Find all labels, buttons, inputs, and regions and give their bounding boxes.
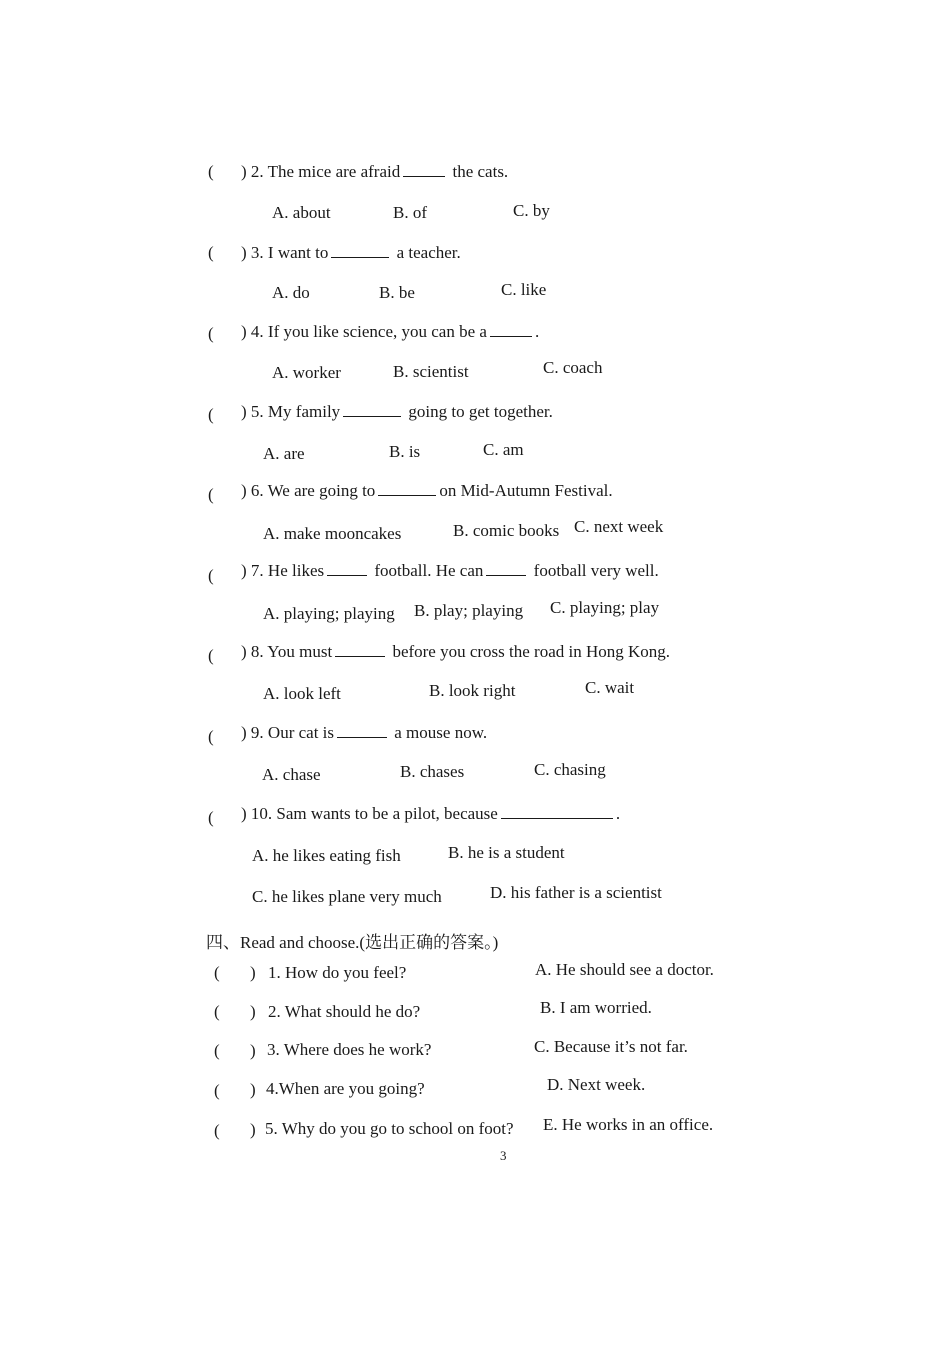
answer-paren[interactable]: ( <box>208 808 214 827</box>
answer-paren[interactable]: ( <box>214 1002 220 1021</box>
option-b: B. of <box>393 203 427 222</box>
question-text-end: a teacher. <box>396 243 461 262</box>
option-a: A. worker <box>272 363 341 382</box>
question-text: I want to <box>267 243 329 262</box>
option-b: B. is <box>389 442 421 461</box>
answer-paren[interactable]: ( <box>208 162 214 181</box>
question-text: My family <box>267 402 341 421</box>
option-b: B. chases <box>400 762 465 781</box>
question-text-end: going to get together. <box>408 402 553 421</box>
match-question-4: 4.When are you going? <box>266 1079 425 1098</box>
option-b: B. play; playing <box>414 601 524 620</box>
answer-paren-close: ) <box>250 963 256 982</box>
question-number: ) 7. <box>241 561 264 580</box>
answer-paren-close: ) <box>250 1041 256 1060</box>
option-b: B. look right <box>429 681 516 700</box>
question-number: ) 3. <box>241 243 264 262</box>
option-c: C. coach <box>543 358 603 377</box>
question-text: We are going to <box>267 481 376 500</box>
answer-paren[interactable]: ( <box>208 566 214 585</box>
answer-paren[interactable]: ( <box>214 1081 220 1100</box>
question-2 <box>241 162 508 182</box>
option-c: C. by <box>513 201 550 220</box>
answer-blank[interactable] <box>337 723 387 738</box>
answer-paren[interactable]: ( <box>214 1041 220 1060</box>
question-number: ) 9. <box>241 723 264 742</box>
match-question-3: 3. Where does he work? <box>267 1040 432 1059</box>
question-number: ) 2. <box>241 162 264 181</box>
answer-blank[interactable] <box>403 162 445 177</box>
answer-blank[interactable] <box>378 481 436 496</box>
answer-paren-close: ) <box>250 1120 256 1139</box>
answer-blank[interactable] <box>501 804 613 819</box>
question-text: If you like science, you can be a <box>267 322 487 341</box>
option-a: A. about <box>272 203 331 222</box>
match-answer-a: A. He should see a doctor. <box>535 960 714 979</box>
option-c: C. am <box>483 440 524 459</box>
question-7 <box>241 561 659 581</box>
option-b: B. comic books <box>453 521 560 540</box>
question-number: ) 10. <box>241 804 273 823</box>
answer-paren[interactable]: ( <box>208 727 214 746</box>
answer-blank[interactable] <box>343 402 401 417</box>
question-text-end: on Mid-Autumn Festival. <box>439 481 613 500</box>
match-answer-b: B. I am worried. <box>540 998 652 1017</box>
question-4 <box>241 322 539 342</box>
answer-paren[interactable]: ( <box>214 963 220 982</box>
answer-blank[interactable] <box>331 243 389 258</box>
option-a: A. do <box>272 283 310 302</box>
answer-blank-2[interactable] <box>486 561 526 576</box>
question-number: ) 6. <box>241 481 264 500</box>
question-text-end: football very well. <box>533 561 659 580</box>
question-10 <box>241 804 620 824</box>
question-text-mid: football. He can <box>374 561 484 580</box>
question-text: Sam wants to be a pilot, because <box>276 804 498 823</box>
question-text-end: the cats. <box>452 162 509 181</box>
match-answer-d: D. Next week. <box>547 1075 646 1094</box>
option-c: C. he likes plane very much <box>252 887 442 906</box>
match-question-2: 2. What should he do? <box>268 1002 421 1021</box>
question-5 <box>241 402 553 422</box>
question-3 <box>241 243 461 263</box>
option-b: B. scientist <box>393 362 469 381</box>
option-c: C. next week <box>574 517 664 536</box>
answer-paren[interactable]: ( <box>208 485 214 504</box>
question-text: The mice are afraid <box>267 162 401 181</box>
match-answer-e: E. He works in an office. <box>543 1115 714 1134</box>
question-9 <box>241 723 487 743</box>
answer-paren[interactable]: ( <box>208 646 214 665</box>
answer-paren-close: ) <box>250 1002 256 1021</box>
option-d: D. his father is a scientist <box>490 883 662 902</box>
answer-blank[interactable] <box>490 322 532 337</box>
question-text: You must <box>267 642 333 661</box>
section-title: 四、Read and choose.(选出正确的答案。) <box>206 933 499 952</box>
answer-paren[interactable]: ( <box>208 324 214 343</box>
option-a: A. are <box>263 444 305 463</box>
option-a: A. look left <box>263 684 341 703</box>
match-question-5: 5. Why do you go to school on foot? <box>265 1119 514 1138</box>
question-8 <box>241 642 670 662</box>
match-question-1: 1. How do you feel? <box>268 963 407 982</box>
option-c: C. playing; play <box>550 598 660 617</box>
option-a: A. make mooncakes <box>263 524 402 543</box>
question-text-end: . <box>534 322 540 341</box>
question-text-end: a mouse now. <box>394 723 488 742</box>
option-c: C. like <box>501 280 547 299</box>
question-text: He likes <box>267 561 325 580</box>
option-a: A. playing; playing <box>263 604 395 623</box>
question-number: ) 4. <box>241 322 264 341</box>
option-b: B. he is a student <box>448 843 565 862</box>
option-a: A. chase <box>262 765 321 784</box>
page-number: 3 <box>500 1148 507 1163</box>
answer-blank[interactable] <box>327 561 367 576</box>
question-number: ) 5. <box>241 402 264 421</box>
question-text: Our cat is <box>267 723 335 742</box>
option-a: A. he likes eating fish <box>252 846 401 865</box>
match-answer-c: C. Because it’s not far. <box>534 1037 688 1056</box>
question-number: ) 8. <box>241 642 264 661</box>
answer-paren[interactable]: ( <box>214 1121 220 1140</box>
question-text-end: before you cross the road in Hong Kong. <box>392 642 671 661</box>
option-c: C. wait <box>585 678 635 697</box>
question-text-end: . <box>615 804 621 823</box>
answer-paren[interactable]: ( <box>208 243 214 262</box>
answer-blank[interactable] <box>335 642 385 657</box>
question-6 <box>241 481 613 501</box>
answer-paren[interactable]: ( <box>208 405 214 424</box>
answer-paren-close: ) <box>250 1080 256 1099</box>
option-b: B. be <box>379 283 415 302</box>
option-c: C. chasing <box>534 760 606 779</box>
